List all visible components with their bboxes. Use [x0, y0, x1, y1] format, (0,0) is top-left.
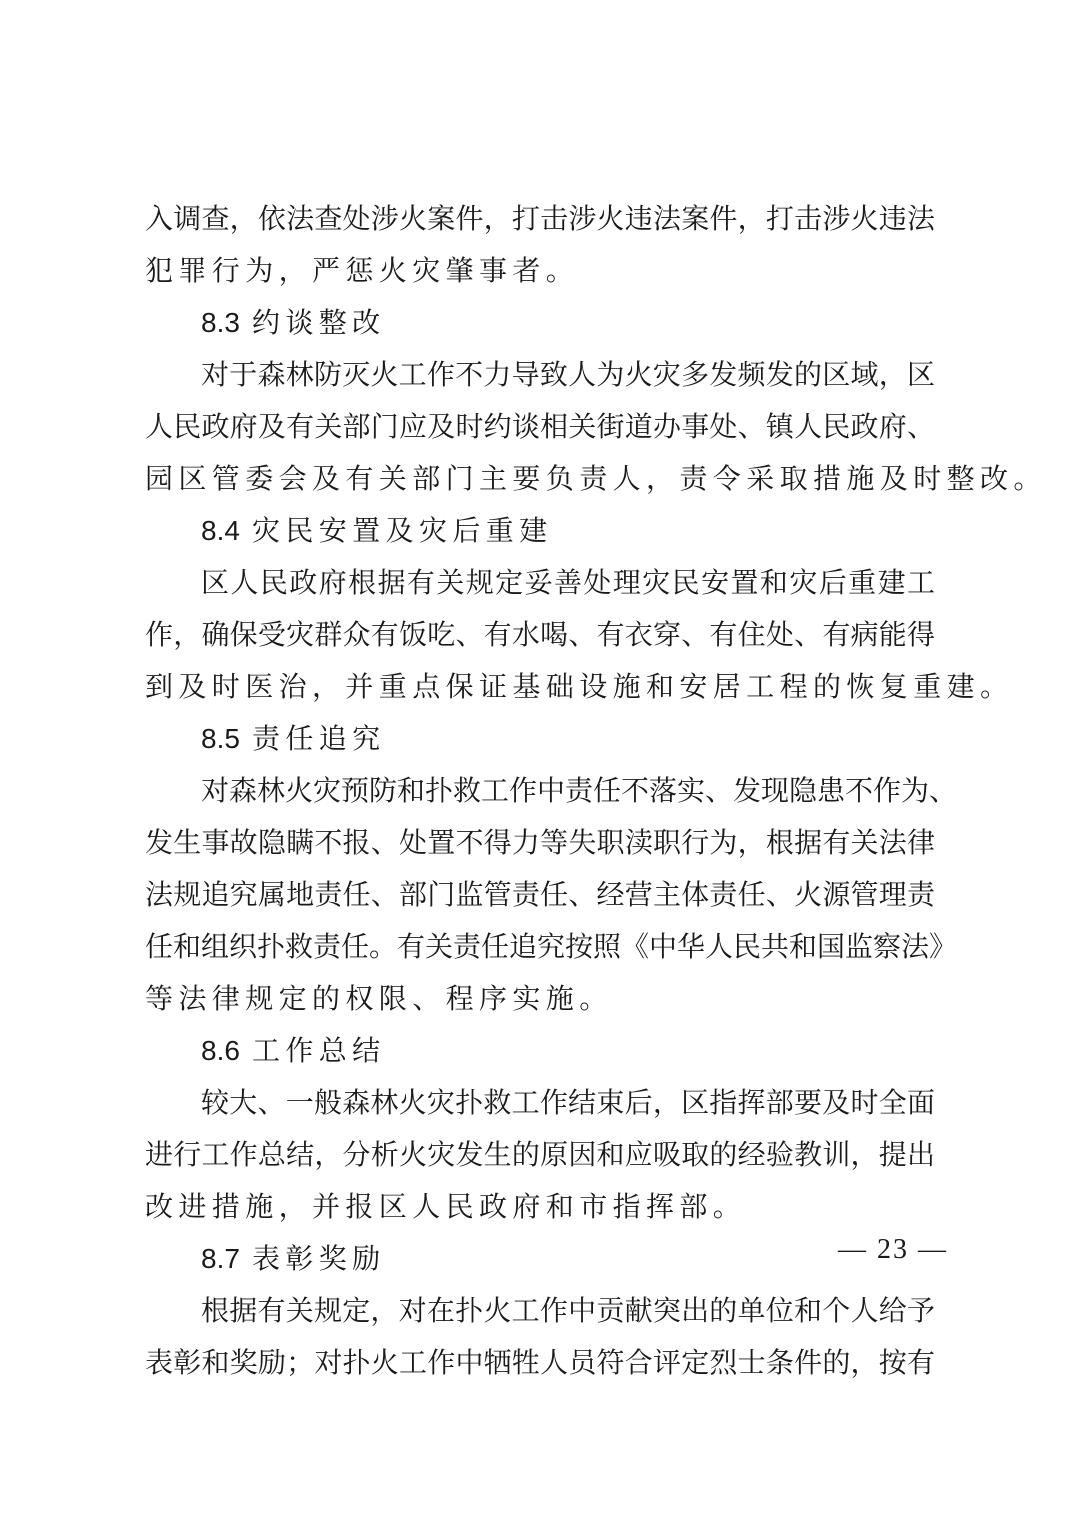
text-line: 任和组织扑救责任。有关责任追究按照《中华人民共和国监察法》 — [145, 930, 958, 963]
paragraph — [145, 349, 1047, 505]
paragraph — [145, 1285, 935, 1389]
text-line: 作，确保受灾群众有饭吃、有水喝、有衣穿、有住处、有病能得 — [145, 618, 935, 651]
section-heading — [145, 1233, 935, 1285]
text-line: 对于森林防灭火工作不力导致人为火灾多发频发的区域，区 — [201, 358, 935, 391]
section-heading — [145, 1025, 935, 1077]
text-line: 较大、一般森林火灾扑救工作结束后，区指挥部要及时全面 — [201, 1086, 935, 1119]
section-title: 表彰奖励 — [251, 1242, 386, 1275]
section-number: 8.4 — [201, 515, 240, 546]
section-heading — [145, 505, 935, 557]
section-title: 灾民安置及灾后重建 — [251, 514, 553, 547]
paragraph — [145, 765, 958, 1025]
text-line: 园区管委会及有关部门主要负责人，责令采取措施及时整改。 — [145, 462, 1047, 495]
text-line: 到及时医治，并重点保证基础设施和安居工程的恢复重建。 — [145, 670, 1014, 703]
section-number: 8.3 — [201, 307, 240, 338]
paragraph — [145, 1077, 935, 1233]
section-number: 8.5 — [201, 723, 240, 754]
section-number: 8.7 — [201, 1243, 240, 1274]
text-line: 改进措施，并报区人民政府和市指挥部。 — [145, 1190, 747, 1223]
paragraph — [145, 193, 935, 297]
page-number: — 23 — — [838, 1234, 948, 1265]
section-title: 工作总结 — [251, 1034, 386, 1067]
document-body — [145, 193, 1047, 1389]
section-heading — [145, 297, 935, 349]
paragraph — [145, 557, 1014, 713]
text-line: 发生事故隐瞒不报、处置不得力等失职渎职行为，根据有关法律 — [145, 826, 935, 859]
text-line: 人民政府及有关部门应及时约谈相关街道办事处、镇人民政府、 — [145, 410, 935, 443]
text-line: 犯罪行为，严惩火灾肇事者。 — [145, 254, 580, 287]
section-title: 约谈整改 — [251, 306, 386, 339]
text-line: 表彰和奖励；对扑火工作中牺牲人员符合评定烈士条件的，按有 — [145, 1346, 935, 1379]
text-line: 法规追究属地责任、部门监管责任、经营主体责任、火源管理责 — [145, 878, 935, 911]
text-line: 对森林火灾预防和扑救工作中责任不落实、发现隐患不作为、 — [201, 774, 958, 807]
text-line: 区人民政府根据有关规定妥善处理灾民安置和灾后重建工 — [201, 566, 935, 599]
text-line: 等法律规定的权限、程序实施。 — [145, 982, 613, 1015]
section-number: 8.6 — [201, 1035, 240, 1066]
section-title: 责任追究 — [251, 722, 386, 755]
text-line: 入调查，依法查处涉火案件，打击涉火违法案件，打击涉火违法 — [145, 202, 935, 235]
text-line: 根据有关规定，对在扑火工作中贡献突出的单位和个人给予 — [201, 1294, 935, 1327]
text-line: 进行工作总结，分析火灾发生的原因和应吸取的经验教训，提出 — [145, 1138, 935, 1171]
section-heading — [145, 713, 935, 765]
